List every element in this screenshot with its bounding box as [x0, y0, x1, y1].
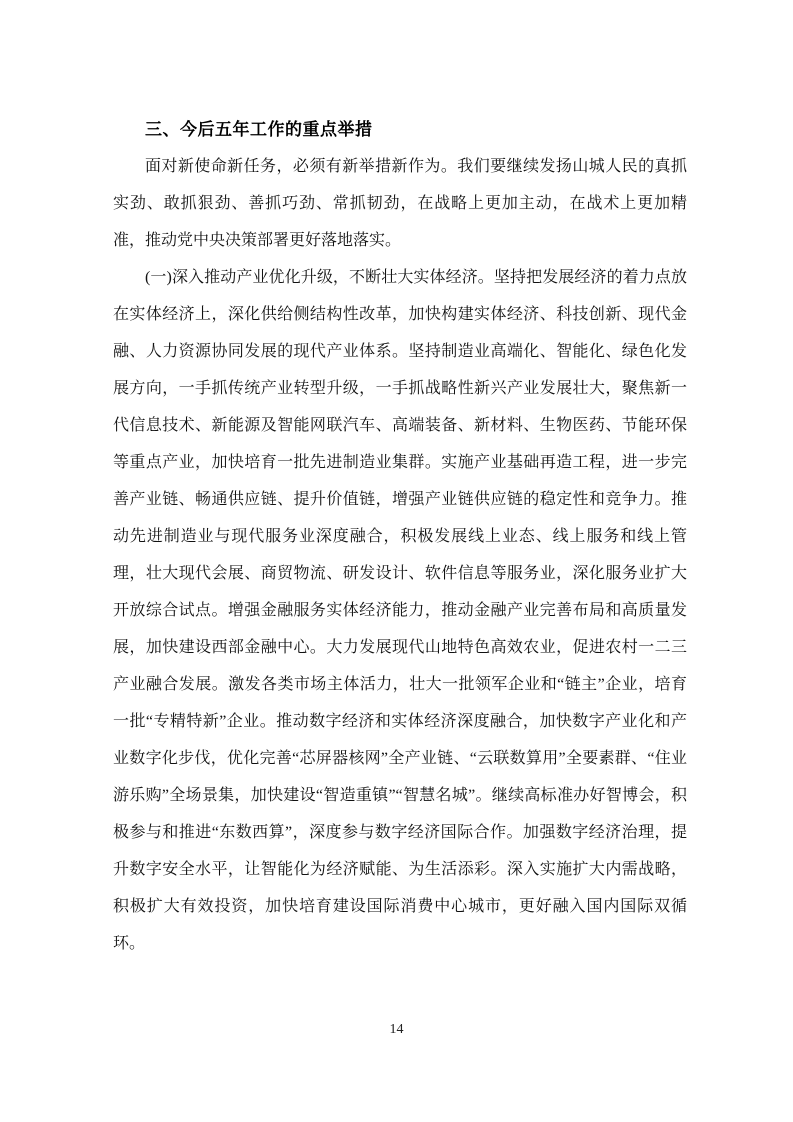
page-number: 14	[389, 1022, 404, 1037]
paragraph-item-one: (一)深入推动产业优化升级，不断壮大实体经济。坚持把发展经济的着力点放在实体经济上，深化供给侧结构性改革，加快构建实体经济、科技创新、现代金融、人力资源协同发展的现代产业体系。坚持制造业高端化、智能化、绿色化发展方向，一手抓传统产业转型升级，一手抓战略性新兴产业发展壮大，聚焦新一代信息技术、新能源及智能网联汽车、高端装备、新材料、生物医药、节能环保等重点产业，加快培育一批先进制造业集群。实施产业基础再造工程，进一步完善产业链、畅通供应链、提升价值链，增强产业链供应链的稳定性和竞争力。推动先进制造业与现代服务业深度融合，积极发展线上业态、线上服务和线上管理，壮大现代会展、商贸物流、研发设计、软件信息等服务业，深化服务业扩大开放综合试点。增强金融服务实体经济能力，推动金融产业完善布局和高质量发展，加快建设西部金融中心。大力发展现代山地特色高效农业，促进农村一二三产业融合发展。激发各类市场主体活力，壮大一批领军企业和“链主”企业，培育一批“专精特新”企业。推动数字经济和实体经济深度融合，加快数字产业化和产业数字化步伐，优化完善“芯屏器核网”全产业链、“云联数算用”全要素群、“住业游乐购”全场景集，加快建设“智造重镇”“智慧名城”。继续高标准办好智博会，积极参与和推进“东数西算”，深度参与数字经济国际合作。加强数字经济治理，提升数字安全水平，让智能化为经济赋能、为生活添彩。深入实施扩大内需战略，积极扩大有效投资，加快培育建设国际消费中心城市，更好融入国内国际双循环。	[113, 269, 687, 952]
document-body	[113, 111, 687, 962]
paragraph-intro: 面对新使命新任务，必须有新举措新作为。我们要继续发扬山城人民的真抓实劲、敢抓狠劲、善抓巧劲、常抓韧劲，在战略上更加主动，在战术上更加精准，推动党中央决策部署更好落地落实。	[113, 158, 687, 249]
section-heading: 三、今后五年工作的重点举措	[145, 120, 373, 139]
